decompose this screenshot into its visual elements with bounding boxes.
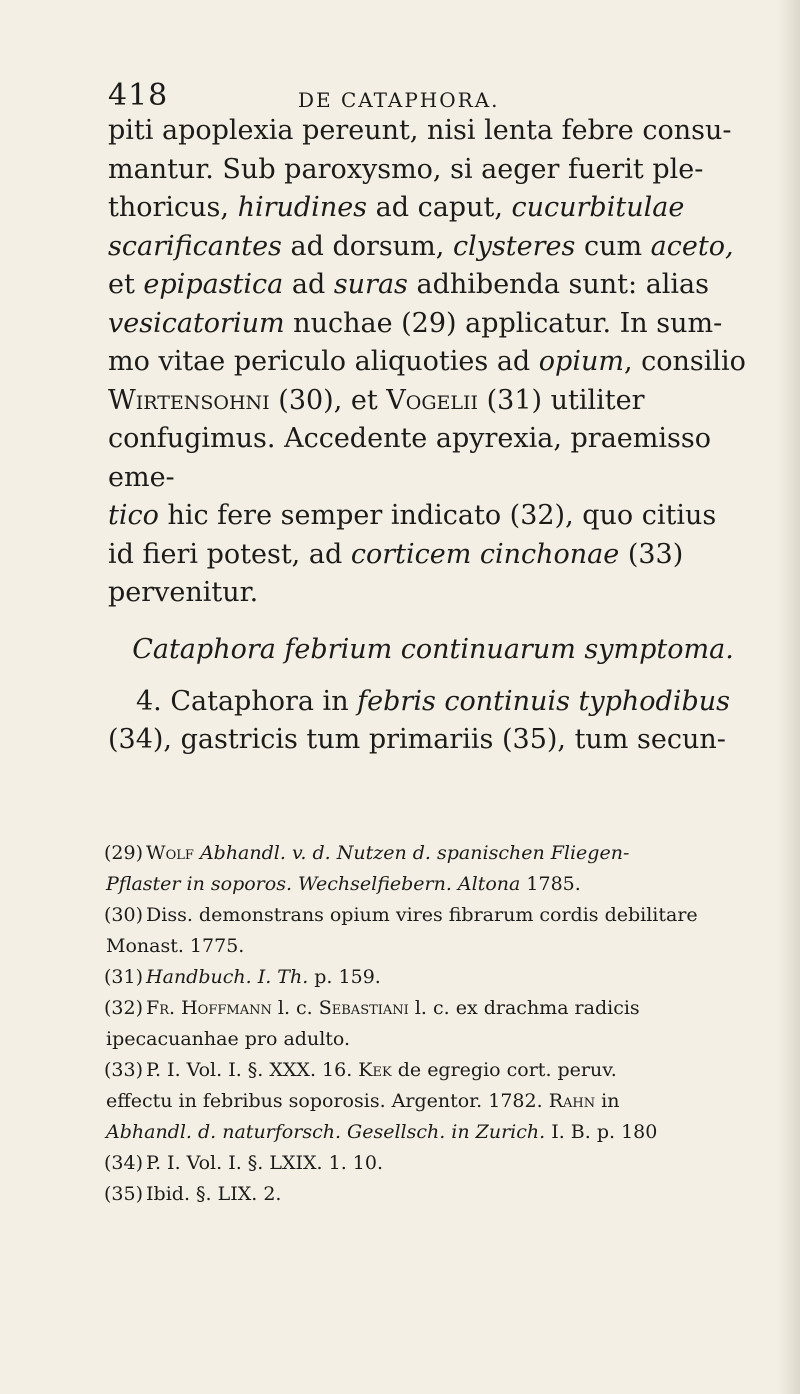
footnote-29: (29) Wolf Abhandl. v. d. Nutzen d. spanischen Fliegen- (104, 842, 630, 864)
footnote-34: (34) P. I. Vol. I. §. LXIX. 1. 10. (104, 1152, 384, 1174)
text-line: confugimus. Accedente apyrexia, praemisso eme- (108, 423, 711, 493)
running-head: DE CATAPHORA. (298, 88, 500, 112)
footnote-32-cont: ipecacuanhae pro adulto. (106, 1028, 351, 1050)
footnote-30: (30) Diss. demonstrans opium vires fibrarum cordis debilitare (104, 904, 698, 926)
text-line: pervenitur. (108, 577, 259, 608)
text-line: piti apoplexia pereunt, nisi lenta febre consu- (108, 115, 732, 146)
text-line: id fieri potest, ad corticem cinchonae (33) (108, 538, 684, 570)
text-line: et epipastica ad suras adhibenda sunt: alias (108, 269, 710, 300)
main-text (108, 112, 748, 760)
footnote-29-cont: Pflaster in soporos. Wechselfiebern. Altona 1785. (106, 873, 581, 895)
text-line: scarificantes ad dorsum, clysteres cum aceto, (108, 230, 734, 262)
text-line: mantur. Sub paroxysmo, si aeger fuerit ple- (108, 153, 704, 185)
footnote-33-cont: Abhandl. d. naturforsch. Gesellsch. in Zurich. I. B. p. 180 (106, 1121, 658, 1143)
footnote-32: (32) Fr. Hoffmann l. c. Sebastiani l. c. ex drachma radicis (104, 997, 640, 1019)
footnote-35: (35) Ibid. §. LIX. 2. (104, 1183, 282, 1205)
text-line: (34), gastricis tum primariis (35), tum secun- (108, 724, 726, 755)
text-line: 4. Cataphora in febris continuis typhodibus (136, 685, 730, 717)
text-line: vesicatorium nuchae (29) applicatur. In sum- (108, 307, 723, 339)
text-line: Wirtensohni (30), et Vogelii (31) utiliter (108, 384, 645, 416)
page-number: 418 (108, 78, 169, 113)
section-caption: Cataphora febrium continuarum symptoma. (132, 633, 734, 665)
footnote-31: (31) Handbuch. I. Th. p. 159. (104, 966, 381, 988)
footnote-30-cont: Monast. 1775. (106, 935, 245, 957)
footnotes (104, 838, 748, 1210)
footnote-33: (33) P. I. Vol. I. §. XXX. 16. Kek de egregio cort. peruv. (104, 1059, 617, 1081)
footnote-33-cont: effectu in febribus soporosis. Argentor. 1782. Rahn in (106, 1090, 620, 1112)
text-line: thoricus, hirudines ad caput, cucurbitulae (108, 192, 685, 223)
page-edge-shadow (778, 0, 800, 1394)
text-line: tico hic fere semper indicato (32), quo citius (108, 500, 717, 531)
text-line: mo vitae periculo aliquoties ad opium, consilio (108, 346, 746, 377)
